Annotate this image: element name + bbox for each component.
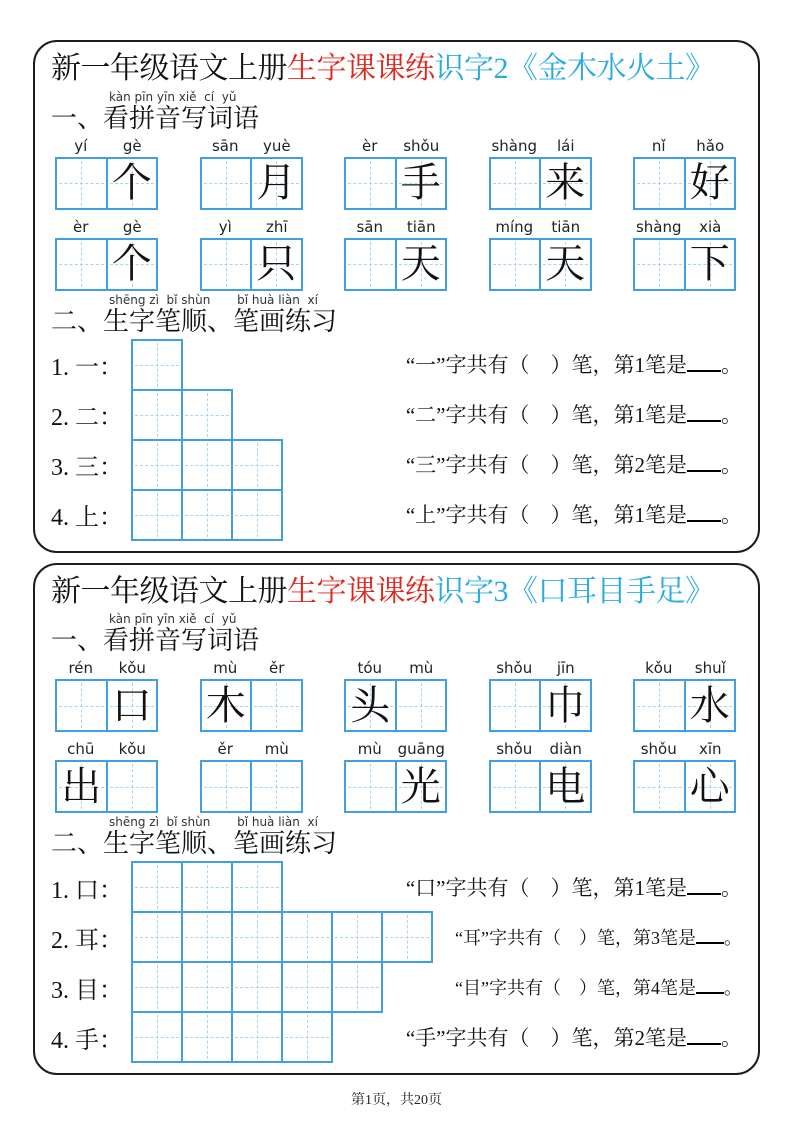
word-row	[51, 218, 744, 291]
question-end: 。	[721, 403, 742, 428]
writing-box	[200, 157, 303, 210]
word-entry	[489, 218, 592, 291]
stroke-practice-item	[51, 489, 744, 541]
stroke-cell[interactable]	[131, 961, 183, 1013]
writing-box	[55, 238, 158, 291]
word-entry	[633, 137, 736, 210]
word-entry	[344, 218, 447, 291]
pinyin-syllable: shǒu	[496, 659, 533, 678]
section1-pinyin: kàn pīn yīn xiě cí yǔ	[109, 89, 237, 104]
section2-header	[51, 816, 744, 859]
word-row	[51, 659, 744, 732]
printed-cell	[539, 762, 590, 811]
stroke-cell[interactable]	[281, 1011, 333, 1063]
writing-box	[633, 238, 736, 291]
section1-header	[51, 613, 744, 656]
pinyin-syllable: lái	[556, 136, 575, 155]
answer-cell[interactable]	[106, 762, 157, 811]
worksheet-title	[51, 50, 744, 88]
word-entry	[200, 137, 303, 210]
pinyin-syllable: chū	[67, 740, 95, 759]
question-end: 。	[721, 875, 742, 900]
pinyin-syllable: tiān	[551, 217, 581, 236]
word-entry	[489, 137, 592, 210]
pinyin-syllable: yuè	[262, 136, 291, 155]
word-pinyin	[344, 137, 447, 155]
pinyin-syllable: nǐ	[651, 136, 666, 155]
word-entry	[489, 659, 592, 732]
pinyin-syllable: shàng	[635, 217, 682, 236]
title-series: 生字课课练	[287, 52, 435, 85]
word-entry	[344, 137, 447, 210]
item-question	[406, 403, 744, 426]
pinyin-syllable: jīn	[556, 659, 575, 678]
printed-cell	[106, 159, 157, 208]
section1-pinyin: kàn pīn yīn xiě cí yǔ	[109, 612, 237, 627]
answer-cell[interactable]	[491, 762, 540, 811]
printed-cell	[395, 159, 446, 208]
answer-blank[interactable]	[687, 1026, 721, 1045]
printed-cell	[684, 159, 735, 208]
word-row	[51, 137, 744, 210]
section1-header	[51, 91, 744, 134]
item-label: 4. 上：	[51, 505, 123, 532]
writing-box	[489, 679, 592, 732]
answer-cell[interactable]	[635, 681, 684, 730]
printed-character: 出	[61, 763, 102, 809]
printed-character: 心	[689, 763, 730, 809]
printed-cell	[106, 681, 157, 730]
printed-character: 手	[400, 160, 441, 206]
item-question	[406, 353, 744, 376]
stroke-practice-item	[51, 339, 744, 391]
item-label: 3. 目：	[51, 977, 123, 1004]
pinyin-syllable: shuǐ	[694, 659, 726, 678]
printed-cell	[250, 159, 301, 208]
printed-cell	[539, 240, 590, 289]
pinyin-syllable: rén	[68, 659, 94, 678]
printed-cell	[57, 762, 106, 811]
writing-box	[489, 157, 592, 210]
answer-cell[interactable]	[57, 681, 106, 730]
printed-cell	[202, 681, 251, 730]
word-entry	[200, 218, 303, 291]
pinyin-syllable: diàn	[549, 740, 582, 759]
item-question	[455, 928, 744, 947]
answer-cell[interactable]	[491, 240, 540, 289]
printed-character: 月	[256, 160, 297, 206]
answer-cell[interactable]	[635, 159, 684, 208]
stroke-grid	[131, 489, 283, 541]
printed-character: 水	[689, 682, 730, 728]
word-row	[51, 740, 744, 813]
stroke-grid	[131, 339, 183, 391]
stroke-practice-item	[51, 911, 744, 963]
stroke-cell[interactable]	[231, 489, 283, 541]
printed-cell	[684, 240, 735, 289]
item-question	[406, 503, 744, 526]
answer-cell[interactable]	[202, 762, 251, 811]
stroke-cell[interactable]	[231, 439, 283, 491]
stroke-grid	[131, 961, 383, 1013]
item-label: 1. 一：	[51, 355, 123, 382]
printed-character: 个	[111, 241, 152, 287]
pinyin-syllable: yì	[218, 217, 232, 236]
title-series: 生字课课练	[287, 574, 435, 608]
answer-cell[interactable]	[395, 681, 446, 730]
writing-box	[344, 157, 447, 210]
stroke-grid	[131, 439, 283, 491]
printed-cell	[539, 159, 590, 208]
writing-box	[200, 760, 303, 813]
word-entry	[344, 659, 447, 732]
pinyin-syllable: zhī	[265, 217, 288, 236]
word-pinyin	[200, 218, 303, 236]
printed-character: 好	[689, 160, 730, 206]
writing-box	[489, 760, 592, 813]
item-question	[406, 876, 744, 899]
stroke-cell[interactable]	[181, 911, 233, 963]
word-pinyin	[633, 740, 736, 758]
stroke-grid	[131, 389, 233, 441]
word-entry	[200, 659, 303, 732]
pinyin-syllable: gè	[122, 136, 142, 155]
printed-character: 口	[111, 682, 152, 728]
question-text: “三”字共有（ ）笔，第2笔是	[405, 453, 687, 478]
section2-pinyin: shēng zì bǐ shùn bǐ huà liàn xí	[109, 292, 318, 307]
stroke-cell[interactable]	[231, 861, 283, 913]
question-end: 。	[721, 1025, 742, 1050]
item-label: 1. 口：	[51, 877, 123, 904]
word-entry	[633, 218, 736, 291]
stroke-practice-list	[51, 339, 744, 541]
printed-cell	[395, 240, 446, 289]
answer-cell[interactable]	[250, 681, 301, 730]
title-course: 新一年级语文上册	[51, 52, 287, 85]
pinyin-syllable: míng	[495, 217, 534, 236]
page-number: 第1页，共20页	[351, 1093, 442, 1109]
section2-heading: 二、生字笔顺、笔画练习	[51, 829, 338, 859]
word-entry	[633, 740, 736, 813]
answer-cell[interactable]	[346, 159, 395, 208]
writing-box	[200, 238, 303, 291]
pinyin-syllable: yí	[74, 136, 88, 155]
answer-cell[interactable]	[346, 240, 395, 289]
answer-cell[interactable]	[202, 240, 251, 289]
stroke-practice-item	[51, 961, 744, 1013]
answer-cell[interactable]	[202, 159, 251, 208]
writing-box	[55, 157, 158, 210]
pinyin-syllable: tóu	[357, 659, 383, 678]
answer-cell[interactable]	[635, 240, 684, 289]
answer-blank[interactable]	[687, 876, 721, 895]
stroke-practice-item	[51, 1011, 744, 1063]
pinyin-syllable: kǒu	[645, 659, 673, 678]
question-text: “一”字共有（ ）笔，第1笔是	[405, 353, 687, 378]
answer-cell[interactable]	[250, 762, 301, 811]
word-pinyin	[489, 218, 592, 236]
stroke-grid	[131, 911, 433, 963]
item-label: 2. 耳：	[51, 927, 123, 954]
printed-character: 头	[350, 682, 391, 728]
answer-cell[interactable]	[491, 159, 540, 208]
section2-header	[51, 294, 744, 337]
stroke-cell[interactable]	[131, 439, 183, 491]
stroke-practice-list	[51, 861, 744, 1063]
printed-cell	[539, 681, 590, 730]
word-pinyin	[633, 137, 736, 155]
printed-cell	[250, 240, 301, 289]
answer-cell[interactable]	[57, 240, 106, 289]
pinyin-syllable: mù	[409, 659, 434, 678]
pinyin-syllable: hǎo	[696, 136, 725, 155]
word-pinyin	[200, 137, 303, 155]
word-entry	[55, 659, 158, 732]
word-pinyin	[344, 740, 447, 758]
pinyin-syllable: sān	[211, 136, 239, 155]
stroke-cell[interactable]	[181, 389, 233, 441]
question-text: “二”字共有（ ）笔，第1笔是	[405, 403, 687, 428]
word-pinyin	[55, 740, 158, 758]
answer-blank[interactable]	[696, 978, 724, 994]
answer-blank[interactable]	[687, 503, 721, 522]
question-end: 。	[721, 353, 742, 378]
pinyin-syllable: mù	[357, 740, 382, 759]
item-label: 3. 三：	[51, 455, 123, 482]
section1-heading: 一、看拼音写词语	[51, 103, 260, 133]
answer-cell[interactable]	[635, 762, 684, 811]
word-pinyin	[200, 740, 303, 758]
writing-box	[344, 238, 447, 291]
item-question	[406, 1026, 744, 1049]
printed-character: 来	[545, 160, 586, 206]
printed-cell	[346, 681, 395, 730]
question-end: 。	[721, 453, 742, 478]
stroke-cell[interactable]	[131, 1011, 183, 1063]
worksheet-title	[51, 573, 744, 611]
stroke-cell[interactable]	[181, 861, 233, 913]
stroke-cell[interactable]	[381, 911, 433, 963]
writing-box	[633, 679, 736, 732]
item-label: 2. 二：	[51, 405, 123, 432]
pinyin-syllable: èr	[73, 217, 89, 236]
answer-cell[interactable]	[491, 681, 540, 730]
answer-cell[interactable]	[346, 762, 395, 811]
word-pinyin	[633, 659, 736, 677]
pinyin-syllable: kǒu	[118, 659, 146, 678]
section1-heading: 一、看拼音写词语	[51, 626, 260, 656]
pinyin-syllable: shǒu	[403, 136, 440, 155]
stroke-cell[interactable]	[181, 439, 233, 491]
stroke-grid	[131, 1011, 333, 1063]
stroke-cell[interactable]	[131, 861, 183, 913]
question-end: 。	[724, 977, 742, 998]
worksheet-panel-1	[33, 40, 760, 553]
pinyin-syllable: guāng	[397, 740, 445, 759]
word-pinyin	[489, 659, 592, 677]
printed-character: 巾	[545, 682, 586, 728]
word-pinyin	[55, 137, 158, 155]
item-label: 4. 手：	[51, 1027, 123, 1054]
writing-box	[200, 679, 303, 732]
answer-blank[interactable]	[696, 928, 724, 944]
printed-cell	[684, 762, 735, 811]
word-entry	[55, 137, 158, 210]
writing-box	[344, 679, 447, 732]
stroke-grid	[131, 861, 283, 913]
pinyin-syllable: kǒu	[118, 740, 146, 759]
answer-blank[interactable]	[687, 453, 721, 472]
stroke-cell[interactable]	[181, 489, 233, 541]
title-course: 新一年级语文上册	[51, 574, 287, 608]
pinyin-syllable: èr	[362, 136, 378, 155]
stroke-cell[interactable]	[181, 1011, 233, 1063]
word-pinyin	[55, 659, 158, 677]
printed-cell	[684, 681, 735, 730]
word-entry	[344, 740, 447, 813]
stroke-practice-item	[51, 389, 744, 441]
pinyin-syllable: mù	[264, 740, 289, 759]
printed-character: 天	[545, 241, 586, 287]
word-entry	[55, 740, 158, 813]
question-text: “目”字共有（ ）笔，第4笔是	[455, 977, 696, 998]
printed-cell	[106, 240, 157, 289]
section2-pinyin: shēng zì bǐ shùn bǐ huà liàn xí	[109, 815, 318, 830]
title-lesson: 识字3《口耳目手足》	[434, 574, 715, 608]
word-entry	[200, 740, 303, 813]
printed-character: 只	[256, 241, 297, 287]
pinyin-syllable: shàng	[491, 136, 538, 155]
stroke-cell[interactable]	[131, 911, 183, 963]
printed-character: 木	[205, 682, 246, 728]
stroke-cell[interactable]	[281, 911, 333, 963]
writing-box	[344, 760, 447, 813]
stroke-practice-item	[51, 439, 744, 491]
stroke-cell[interactable]	[231, 911, 283, 963]
answer-cell[interactable]	[57, 159, 106, 208]
printed-character: 天	[400, 241, 441, 287]
pinyin-syllable: xīn	[698, 740, 722, 759]
word-pinyin	[344, 659, 447, 677]
writing-box	[633, 157, 736, 210]
word-pinyin	[200, 659, 303, 677]
worksheet-panel-2	[33, 563, 760, 1076]
word-pinyin	[344, 218, 447, 236]
stroke-cell[interactable]	[181, 961, 233, 1013]
pinyin-syllable: xià	[699, 217, 722, 236]
stroke-cell[interactable]	[131, 339, 183, 391]
stroke-cell[interactable]	[331, 911, 383, 963]
pinyin-syllable: gè	[122, 217, 142, 236]
word-pinyin	[633, 218, 736, 236]
section2-heading: 二、生字笔顺、笔画练习	[51, 306, 338, 336]
stroke-cell[interactable]	[231, 1011, 283, 1063]
answer-blank[interactable]	[687, 403, 721, 422]
question-text: “手”字共有（ ）笔，第2笔是	[405, 1025, 687, 1050]
printed-cell	[395, 762, 446, 811]
stroke-cell[interactable]	[281, 961, 333, 1013]
pinyin-syllable: shǒu	[640, 740, 677, 759]
writing-box	[55, 760, 158, 813]
printed-character: 个	[111, 160, 152, 206]
stroke-practice-item	[51, 861, 744, 913]
pinyin-syllable: mù	[213, 659, 238, 678]
stroke-cell[interactable]	[231, 961, 283, 1013]
stroke-cell[interactable]	[131, 489, 183, 541]
word-pinyin	[489, 740, 592, 758]
word-pinyin	[55, 218, 158, 236]
pinyin-syllable: shǒu	[496, 740, 533, 759]
title-lesson: 识字2《金木水火土》	[434, 52, 715, 85]
pinyin-syllable: sān	[356, 217, 383, 236]
writing-box	[489, 238, 592, 291]
answer-blank[interactable]	[687, 353, 721, 372]
pinyin-syllable: tiān	[406, 217, 436, 236]
writing-box	[55, 679, 158, 732]
question-end: 。	[724, 927, 742, 948]
printed-character: 下	[689, 241, 730, 287]
printed-character: 电	[545, 763, 586, 809]
item-question	[455, 978, 744, 997]
item-question	[406, 453, 744, 476]
word-pinyin	[489, 137, 592, 155]
stroke-cell[interactable]	[331, 961, 383, 1013]
writing-box	[633, 760, 736, 813]
printed-character: 光	[400, 763, 441, 809]
stroke-cell[interactable]	[131, 389, 183, 441]
word-entry	[489, 740, 592, 813]
question-end: 。	[721, 503, 742, 528]
question-text: “口”字共有（ ）笔，第1笔是	[405, 875, 687, 900]
question-text: “上”字共有（ ）笔，第1笔是	[405, 503, 687, 528]
question-text: “耳”字共有（ ）笔，第3笔是	[455, 927, 696, 948]
word-entry	[633, 659, 736, 732]
word-entry	[55, 218, 158, 291]
pinyin-syllable: ěr	[217, 740, 233, 759]
pinyin-syllable: ěr	[269, 659, 285, 678]
